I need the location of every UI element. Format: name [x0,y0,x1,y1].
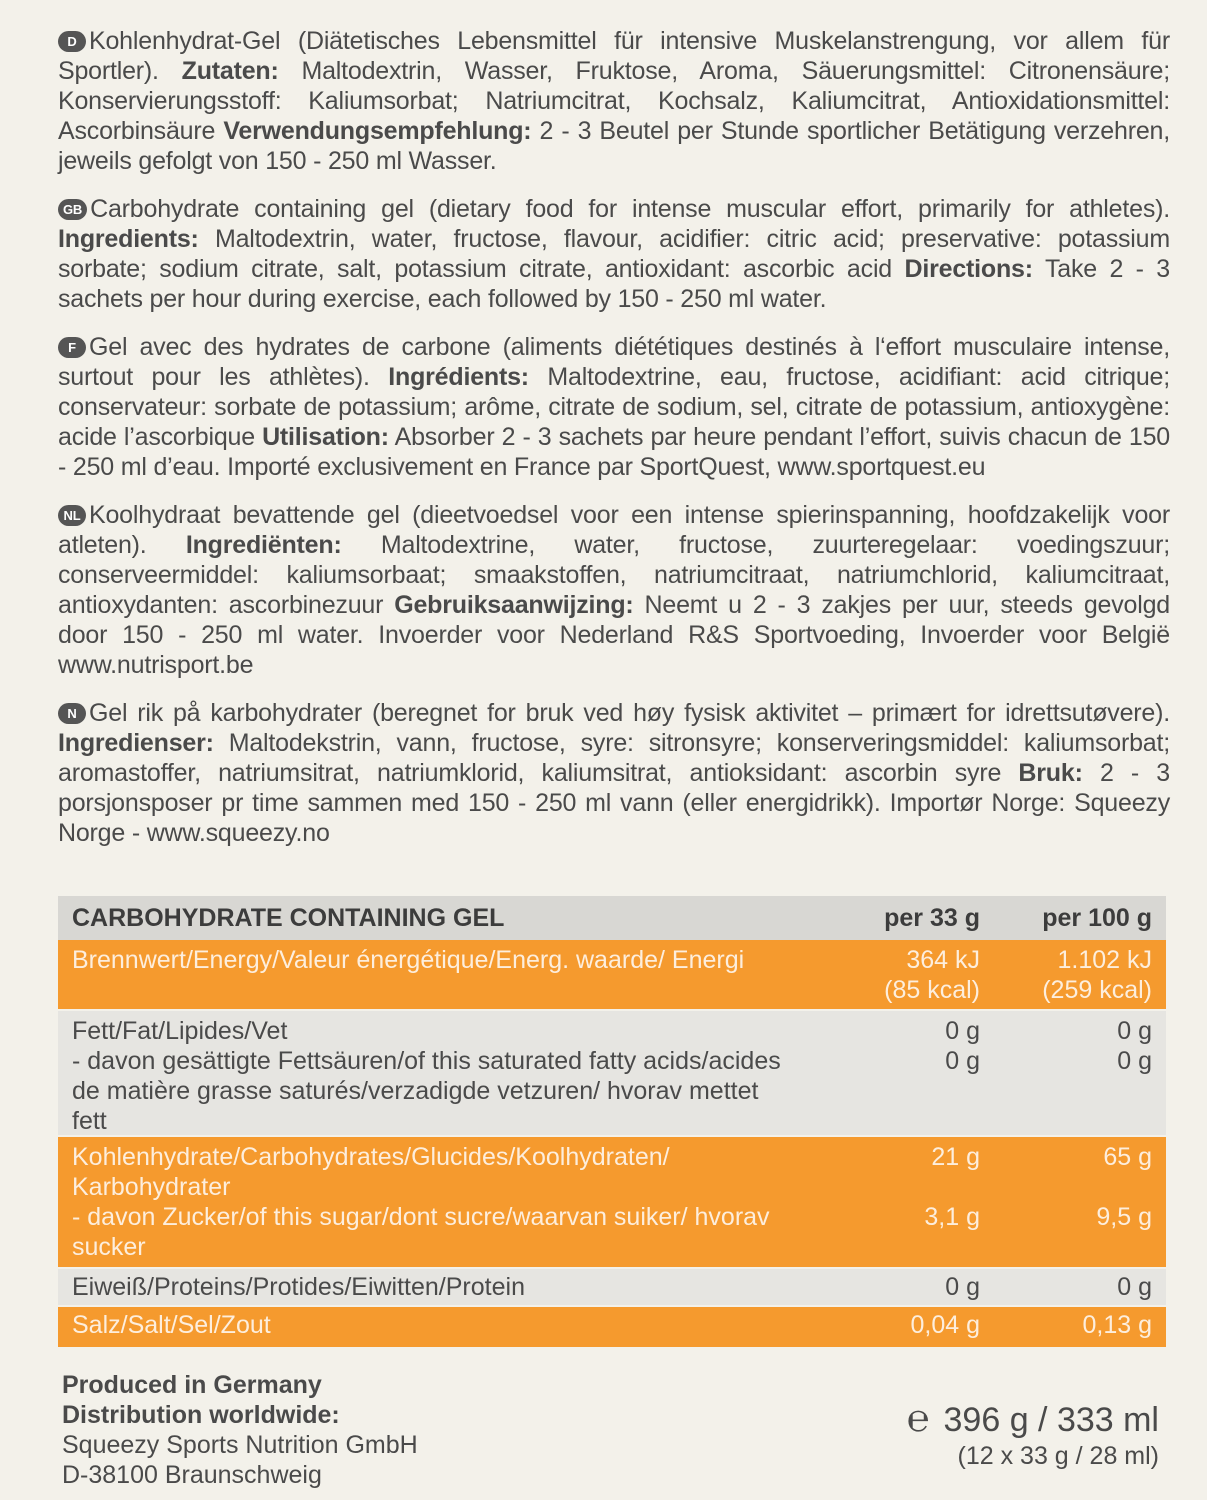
produced-in: Produced in Germany [62,1371,322,1399]
company-address: D-38100 Braunschweig [62,1461,322,1489]
table-row-carbohydrates [58,1137,1166,1269]
table-row-energy [58,940,1166,1011]
company-name: Squeezy Sports Nutrition GmbH [62,1431,418,1459]
language-badge-de: D [58,31,86,52]
energy-per-100g-kj: 1.102 kJ [1057,946,1152,974]
table-row-fat [58,1011,1166,1137]
fat-label: Fett/Fat/Lipides/Vet [72,1017,288,1045]
fat-per-33g: 0 g [945,1017,980,1045]
salt-per-33g: 0,04 g [910,1311,980,1339]
paragraph-de: D Kohlenhydrat-Gel (Diätetisches Lebensmittel für intensive Muskelanstrengung, vor allem für Sportler). Zutaten: Maltodextrin, Wasser, Fruktose, Aroma, Säuerungsmittel: Citronensäure; Konservierungsstoff: Kaliumsorbat; Natriumcitrat, Kochsalz, Kaliumcitrat, Antioxidationsmittel: Ascorbinsäure Verwendungsempfehlung: 2 - 3 Beutel per Stunde sportlicher Betätigung verzehren, jeweils gefolgt von 150 - 250 ml Wasser. [58,27,1170,175]
pack-contents: (12 x 33 g / 28 ml) [957,1442,1159,1470]
sugar-label: - davon Zucker/of this sugar/dont sucre/waarvan suiker/ hvorav sucker [72,1203,770,1261]
table-row-protein [58,1269,1166,1307]
language-badge-f: F [58,337,86,358]
multilingual-description [58,26,1170,866]
column-header-per-100g: per 100 g [1042,904,1152,932]
estimated-sign-icon: ℮ [906,1398,930,1440]
sugar-per-33g: 3,1 g [924,1203,980,1231]
producer-info [62,1370,418,1490]
table-title: CARBOHYDRATE CONTAINING GEL [72,904,505,932]
salt-label: Salz/Salt/Sel/Zout [72,1311,271,1339]
nutrition-table-header [58,896,1166,940]
protein-per-33g: 0 g [945,1273,980,1301]
column-header-per-33g: per 33 g [884,904,980,932]
fat-per-100g: 0 g [1117,1017,1152,1045]
energy-label: Brennwert/Energy/Valeur énergétique/Energ. waarde/ Energi [72,946,745,974]
energy-per-33g-kj: 364 kJ [906,946,980,974]
saturated-fat-per-33g: 0 g [945,1047,980,1075]
protein-label: Eiweiß/Proteins/Protides/Eiwitten/Protein [72,1273,525,1301]
energy-per-33g-kcal: (85 kcal) [884,976,980,1004]
language-badge-n: N [58,703,86,724]
net-content [907,1400,1159,1471]
nutrition-table [58,896,1166,1347]
net-weight: 396 g / 333 ml [943,1401,1159,1439]
salt-per-100g: 0,13 g [1082,1311,1152,1339]
saturated-fat-label: - davon gesättigte Fettsäuren/of this saturated fatty acids/acides de matière grasse saturés/verzadigde vetzuren/ hvorav mettet fett [72,1047,781,1135]
language-badge-nl: NL [58,505,86,526]
energy-per-100g-kcal: (259 kcal) [1042,976,1152,1004]
language-badge-gb: GB [58,199,87,220]
saturated-fat-per-100g: 0 g [1117,1047,1152,1075]
paragraph-nl: NL Koolhydraat bevattende gel (dieetvoedsel voor een intense spierinspanning, hoofdzakelijk voor atleten). Ingrediënten: Maltodextrine, water, fructose, zuurteregelaar: voedingszuur; conserveermiddel: kaliumsorbaat; smaakstoffen, natriumcitraat, natriumchlorid, kaliumcitraat, antioxydanten: ascorbinezuur Gebruiksaanwijzing: Neemt u 2 - 3 zakjes per uur, steeds gevolgd door 150 - 250 ml water. Invoerder voor Nederland R&S Sportvoeding, Invoerder voor België www.nutrisport.be [58,501,1170,679]
paragraph-n: N Gel rik på karbohydrater (beregnet for bruk ved høy fysisk aktivitet – primært for idrettsutøvere). Ingredienser: Maltodekstrin, vann, fructose, syre: sitronsyre; konserveringsmiddel: kaliumsorbat; aromastoffer, natriumsitrat, natriumklorid, kaliumsitrat, antioksidant: ascorbin syre Bruk: 2 - 3 porsjonsposer pr time sammen med 150 - 250 ml vann (eller energidrikk). Importør Norge: Squeezy Norge - www.squeezy.no [58,699,1170,847]
sugar-per-100g: 9,5 g [1096,1203,1152,1231]
carbohydrates-label: Kohlenhydrate/Carbohydrates/Glucides/Koolhydraten/ Karbohydrater [72,1143,670,1201]
paragraph-f: F Gel avec des hydrates de carbone (aliments diététiques destinés à l‘effort musculaire intense, surtout pour les athlètes). Ingrédients: Maltodextrine, eau, fructose, acidifiant: acid citrique; conservateur: sorbate de potassium; arôme, citrate de sodium, sel, citrate de potassium, antioxygène: acide l’ascorbique Utilisation: Absorber 2 - 3 sachets par heure pendant l’effort, suivis chacun de 150 - 250 ml d’eau. Importé exclusivement en France par SportQuest, www.sportquest.eu [58,333,1170,481]
carbohydrates-per-100g: 65 g [1103,1143,1152,1171]
table-row-salt [58,1307,1166,1347]
protein-per-100g: 0 g [1117,1273,1152,1301]
paragraph-gb: GB Carbohydrate containing gel (dietary food for intense muscular effort, primarily for athletes). Ingredients: Maltodextrin, water, fructose, flavour, acidifier: citric acid; preservative: potassium sorbate; sodium citrate, salt, potassium citrate, antioxidant: ascorbic acid Directions: Take 2 - 3 sachets per hour during exercise, each followed by 150 - 250 ml water. [58,195,1170,313]
distribution-label: Distribution worldwide: [62,1401,340,1429]
carbohydrates-per-33g: 21 g [931,1143,980,1171]
